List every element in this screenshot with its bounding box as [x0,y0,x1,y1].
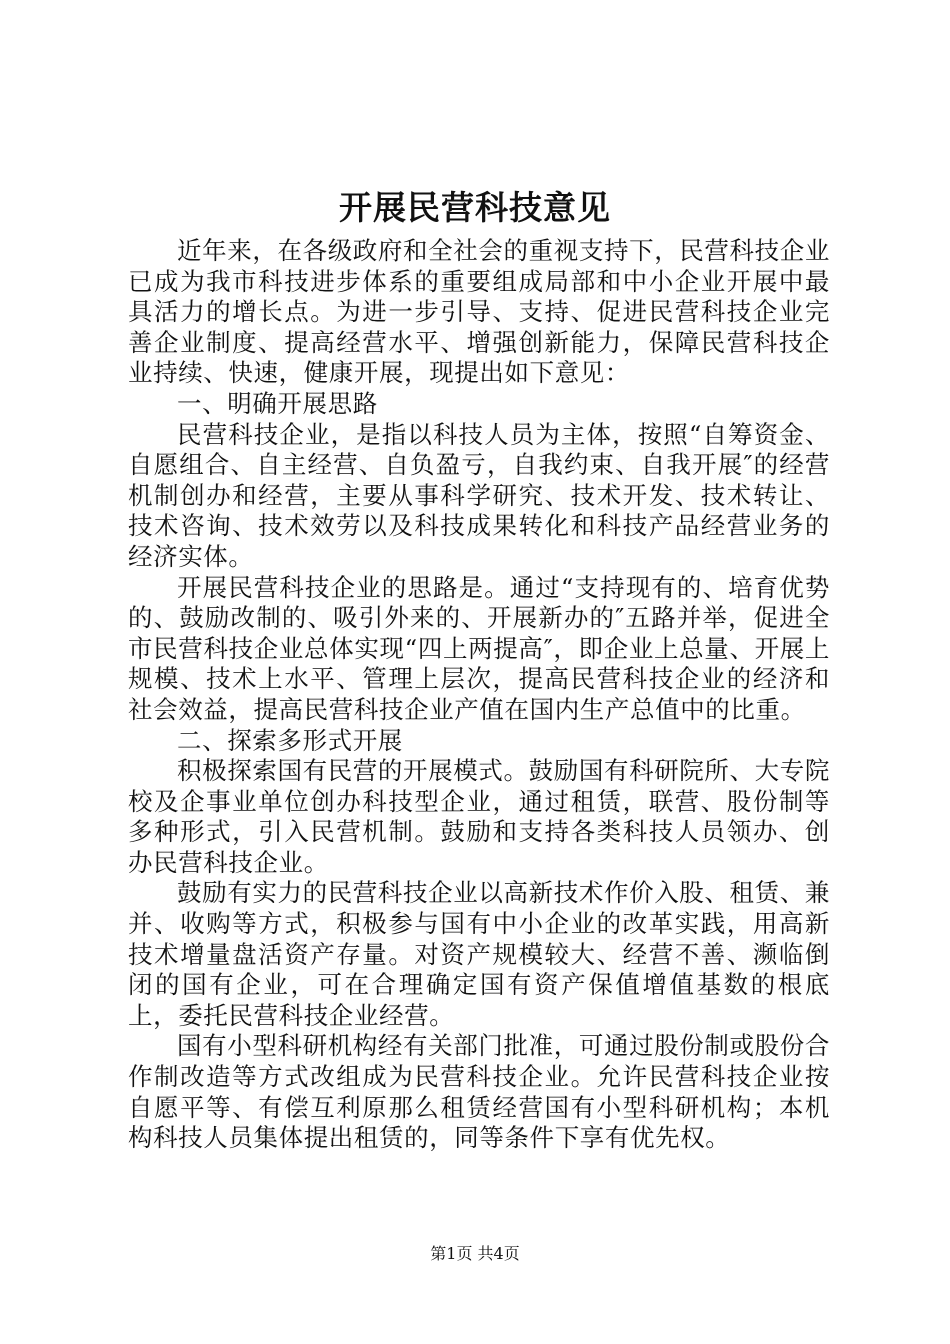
paragraph-restructure: 国有小型科研机构经有关部门批准，可通过股份制或股份合作制改造等方式改组成为民营科技企业。允许民营科技企业按自愿平等、有偿互利原那么租赁经营国有小型科研机构；本机构科技人员集体提出租赁的，同等条件下享有优先权。 [128,1031,830,1153]
document-body [128,236,830,1154]
section-heading-2: 二、探索多形式开展 [177,725,403,755]
document-title: 开展民营科技意见 [339,188,611,227]
page-number-footer: 第1页 共4页 [430,1244,520,1263]
section-heading-1: 一、明确开展思路 [177,388,378,418]
paragraph-definition: 民营科技企业，是指以科技人员为主体，按照“自筹资金、自愿组合、自主经营、自负盈亏，自我约束、自我开展″的经营机制创办和经营，主要从事科学研究、技术开发、技术转让、技术咨询、技术效劳以及科技成果转化和科技产品经营业务的经济实体。 [128,419,830,571]
paragraph-intro: 近年来，在各级政府和全社会的重视支持下，民营科技企业已成为我市科技进步体系的重要组成局部和中小企业开展中最具活力的增长点。为进一步引导、支持、促进民营科技企业完善企业制度、提高经营水平、增强创新能力，保障民营科技企业持续、快速，健康开展，现提出如下意见： [128,236,830,388]
paragraph-reform: 鼓励有实力的民营科技企业以高新技术作价入股、租赁、兼并、收购等方式，积极参与国有中小企业的改革实践，用高新技术增量盘活资产存量。对资产规模较大、经营不善、濒临倒闭的国有企业，可在合理确定国有资产保值增值基数的根底上，委托民营科技企业经营。 [128,878,830,1030]
paragraph-approach: 开展民营科技企业的思路是。通过“支持现有的、培育优势的、鼓励改制的、吸引外来的、开展新办的″五路并举，促进全市民营科技企业总体实现“四上两提高″，即企业上总量、开展上规模、技术上水平、管理上层次，提高民营科技企业的经济和社会效益，提高民营科技企业产值在国内生产总值中的比重。 [128,572,830,724]
paragraph-model: 积极探索国有民营的开展模式。鼓励国有科研院所、大专院校及企事业单位创办科技型企业，通过租赁，联营、股份制等多种形式，引入民营机制。鼓励和支持各类科技人员领办、创办民营科技企业。 [128,756,830,877]
